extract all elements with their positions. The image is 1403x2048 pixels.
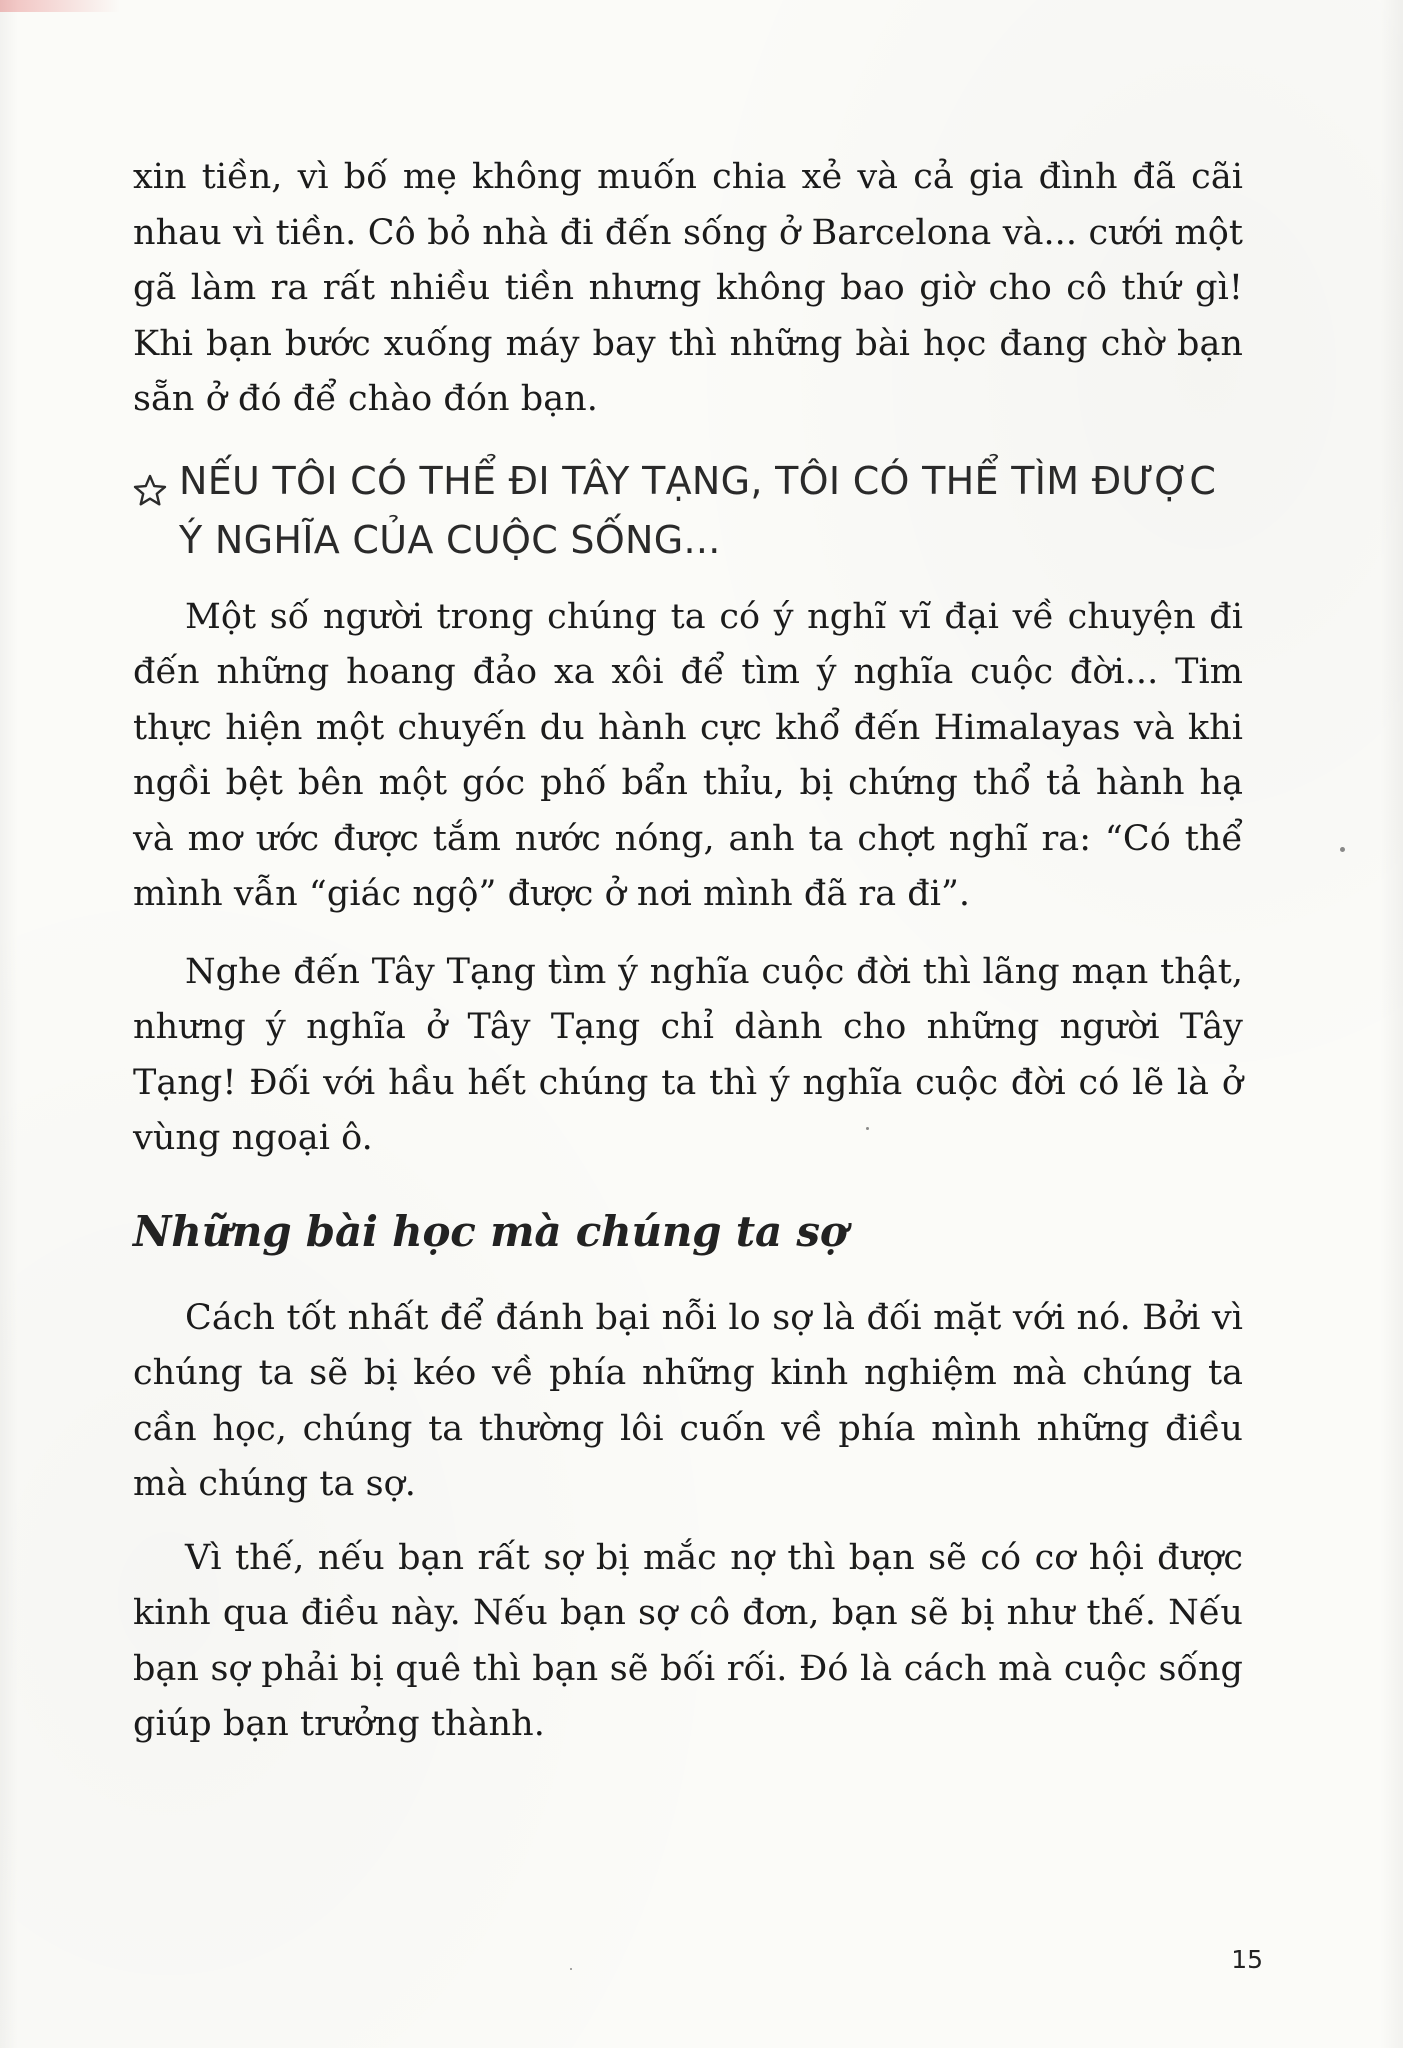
page-number: 15 bbox=[1231, 1945, 1263, 1974]
page-corner-mark bbox=[0, 0, 120, 12]
heading-text: NẾU TÔI CÓ THỂ ĐI TÂY TẠNG, TÔI CÓ THỂ TÌM ĐƯỢC Ý NGHĨA CỦA CUỘC SỐNG... bbox=[179, 458, 1217, 562]
paper-speck bbox=[1340, 847, 1345, 852]
paper-speck bbox=[570, 1968, 572, 1970]
section-title: Những bài học mà chúng ta sợ bbox=[133, 1206, 848, 1256]
paragraph-4: Cách tốt nhất để đánh bại nỗi lo sợ là đối mặt với nó. Bởi vì chúng ta sẽ bị kéo về phía những kinh nghiệm mà chúng ta cần học, chúng ta thường lôi cuốn về phía mình những điều mà chúng ta sợ. bbox=[133, 1297, 1243, 1504]
star-outline-icon bbox=[133, 465, 167, 499]
section-heading bbox=[133, 452, 1243, 570]
paper-speck bbox=[866, 1127, 869, 1130]
page-content bbox=[133, 150, 1243, 1753]
paragraph-1: xin tiền, vì bố mẹ không muốn chia xẻ và cả gia đình đã cãi nhau vì tiền. Cô bỏ nhà đi đến sống ở Barcelona và... cưới một gã làm ra rất nhiều tiền nhưng không bao giờ cho cô thứ gì! Khi bạn bước xuống máy bay thì những bài học đang chờ bạn sẵn ở đó để chào đón bạn. bbox=[133, 157, 1243, 419]
paragraph-2: Một số người trong chúng ta có ý nghĩ vĩ đại về chuyện đi đến những hoang đảo xa xôi để tìm ý nghĩa cuộc đời... Tim thực hiện một chuyến du hành cực khổ đến Himalayas và khi ngồi bệt bên một góc phố bẩn thỉu, bị chứng thổ tả hành hạ và mơ ước được tắm nước nóng, anh ta chợt nghĩ ra: “Có thể mình vẫn “giác ngộ” được ở nơi mình đã ra đi”. bbox=[133, 596, 1243, 914]
paragraph-3: Nghe đến Tây Tạng tìm ý nghĩa cuộc đời thì lãng mạn thật, nhưng ý nghĩa ở Tây Tạng chỉ dành cho những người Tây Tạng! Đối với hầu hết chúng ta thì ý nghĩa cuộc đời có lẽ là ở vùng ngoại ô. bbox=[133, 951, 1243, 1158]
paragraph-5: Vì thế, nếu bạn rất sợ bị mắc nợ thì bạn sẽ có cơ hội được kinh qua điều này. Nếu bạn sợ cô đơn, bạn sẽ bị như thế. Nếu bạn sợ phải bị quê thì bạn sẽ bối rối. Đó là cách mà cuộc sống giúp bạn trưởng thành. bbox=[133, 1537, 1243, 1744]
